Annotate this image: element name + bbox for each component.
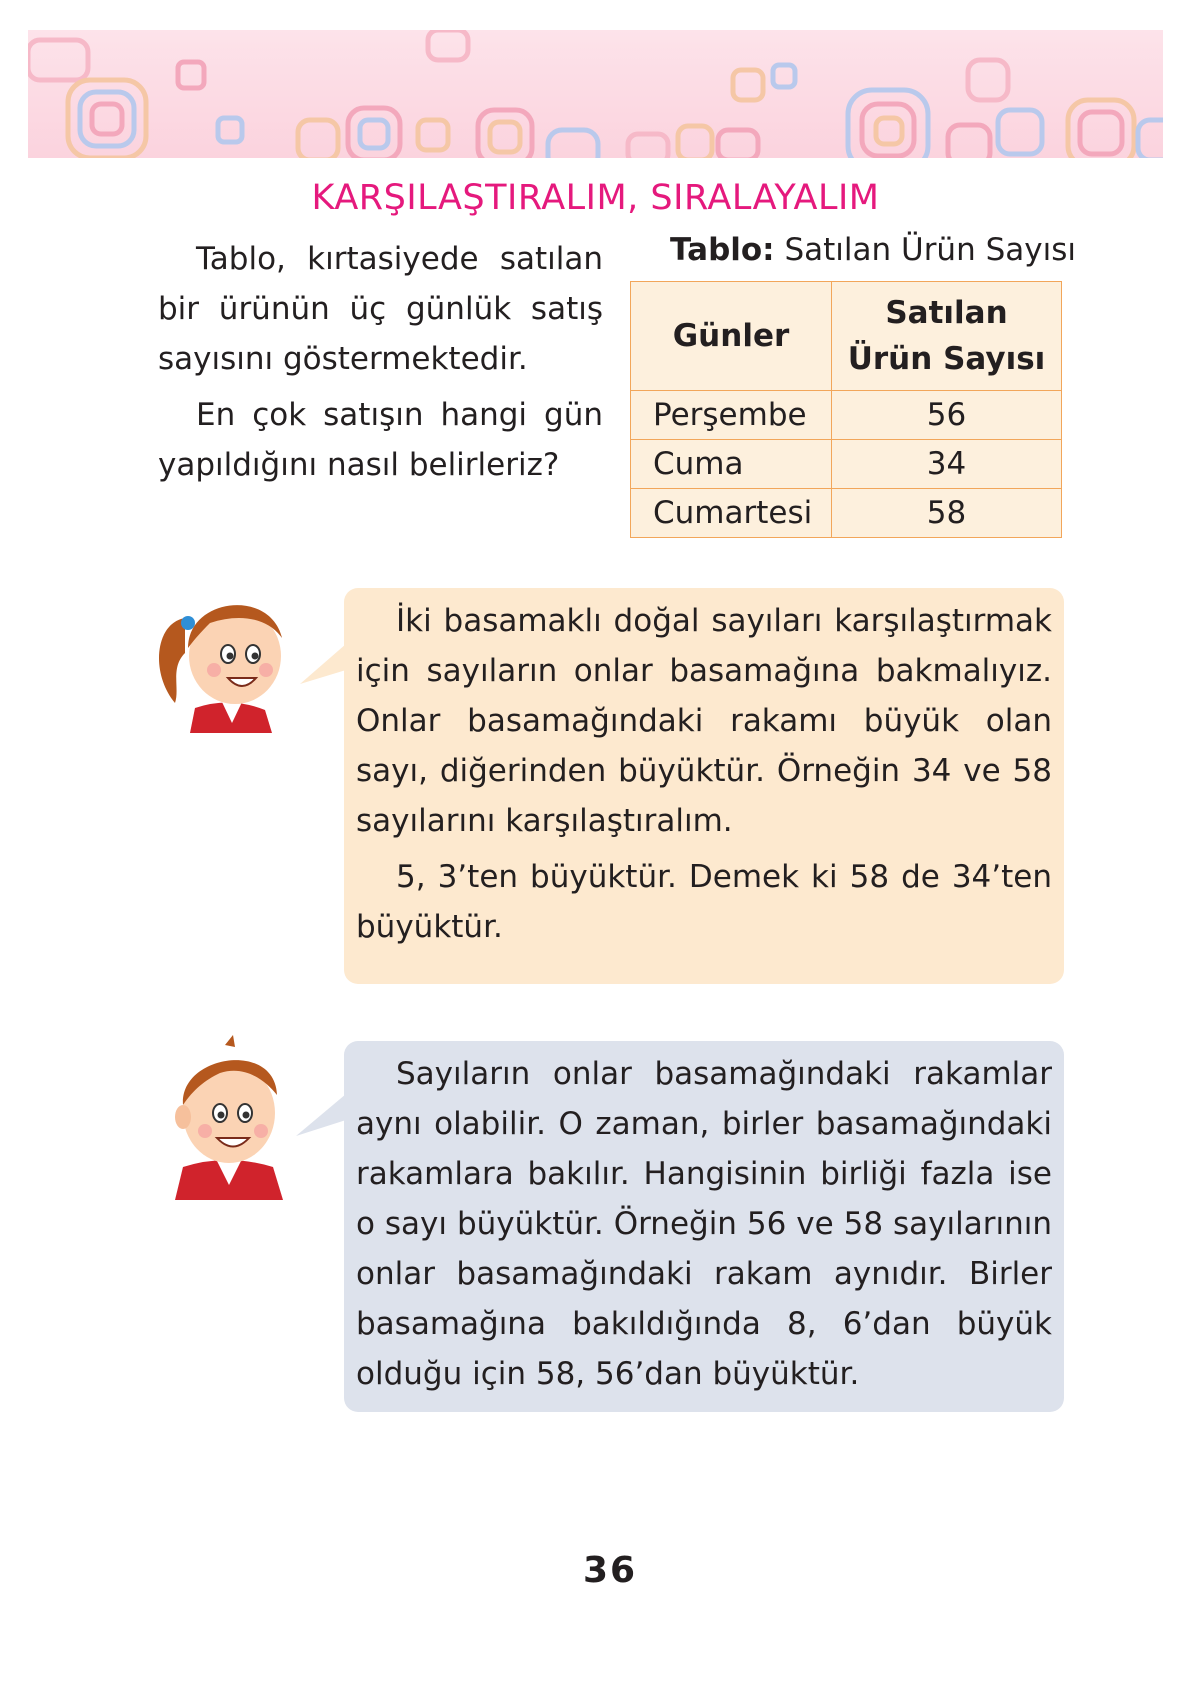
banner-pattern-graphic [28, 30, 1163, 158]
speech-bubble-tail-orange [300, 640, 350, 690]
section-title: KARŞILAŞTIRALIM, SIRALAYALIM [311, 178, 880, 218]
intro-paragraph-2: En çok satışın hangi gün yapıldığını nasıl belirleriz? [158, 397, 603, 483]
intro-paragraph-1: Tablo, kırtasiyede satılan bir ürünün üç günlük satış sayısını göstermektedir. [158, 241, 603, 377]
table-caption-label: Tablo: [670, 232, 775, 268]
girl-bubble-paragraph-1: İki basamaklı doğal sayıları karşılaştırmak için sayıların onlar basamağına bakmalıyız. Onlar basamağındaki rakamı büyük olan sayı, diğerinden büyüktür. Örneğin 34 ve 58 sayılarını karşılaştıralım. [356, 603, 1052, 839]
boy-illustration [165, 1035, 295, 1200]
header-count: Satılan Ürün Sayısı [832, 282, 1062, 391]
boy-bubble-paragraph-1: Sayıların onlar basamağındaki rakamlar aynı olabilir. O zaman, birler basamağındaki rakamlara bakılır. Hangisinin birliği fazla ise o sayı büyüktür. Örneğin 56 ve 58 sayılarının onlar basamağındaki rakam aynıdır. Birler basamağına bakıldığında 8, 6’dan büyük olduğu için 58, 56’dan büyüktür. [356, 1056, 1052, 1392]
boy-speech-bubble [344, 1041, 1064, 1412]
count-cell: 34 [832, 440, 1062, 489]
count-cell: 56 [832, 391, 1062, 440]
boy-character [165, 1035, 295, 1204]
table-row [631, 391, 1062, 440]
header-days: Günler [631, 282, 832, 391]
day-cell: Cuma [631, 440, 832, 489]
day-cell: Cumartesi [631, 489, 832, 538]
girl-character [150, 578, 305, 737]
sales-table [630, 281, 1062, 538]
speech-bubble-tail-blue [296, 1090, 348, 1140]
page-number: 36 [582, 1550, 638, 1591]
day-cell: Perşembe [631, 391, 832, 440]
girl-bubble-paragraph-2: 5, 3’ten büyüktür. Demek ki 58 de 34’ten büyüktür. [356, 859, 1052, 945]
count-cell: 58 [832, 489, 1062, 538]
table-row [631, 489, 1062, 538]
table-caption [670, 232, 1076, 268]
girl-speech-bubble [344, 588, 1064, 984]
table-header-row [631, 282, 1062, 391]
intro-text [158, 234, 603, 496]
table-caption-title: Satılan Ürün Sayısı [774, 232, 1076, 268]
decorative-banner [28, 30, 1163, 158]
girl-illustration [150, 578, 305, 733]
table-row [631, 440, 1062, 489]
